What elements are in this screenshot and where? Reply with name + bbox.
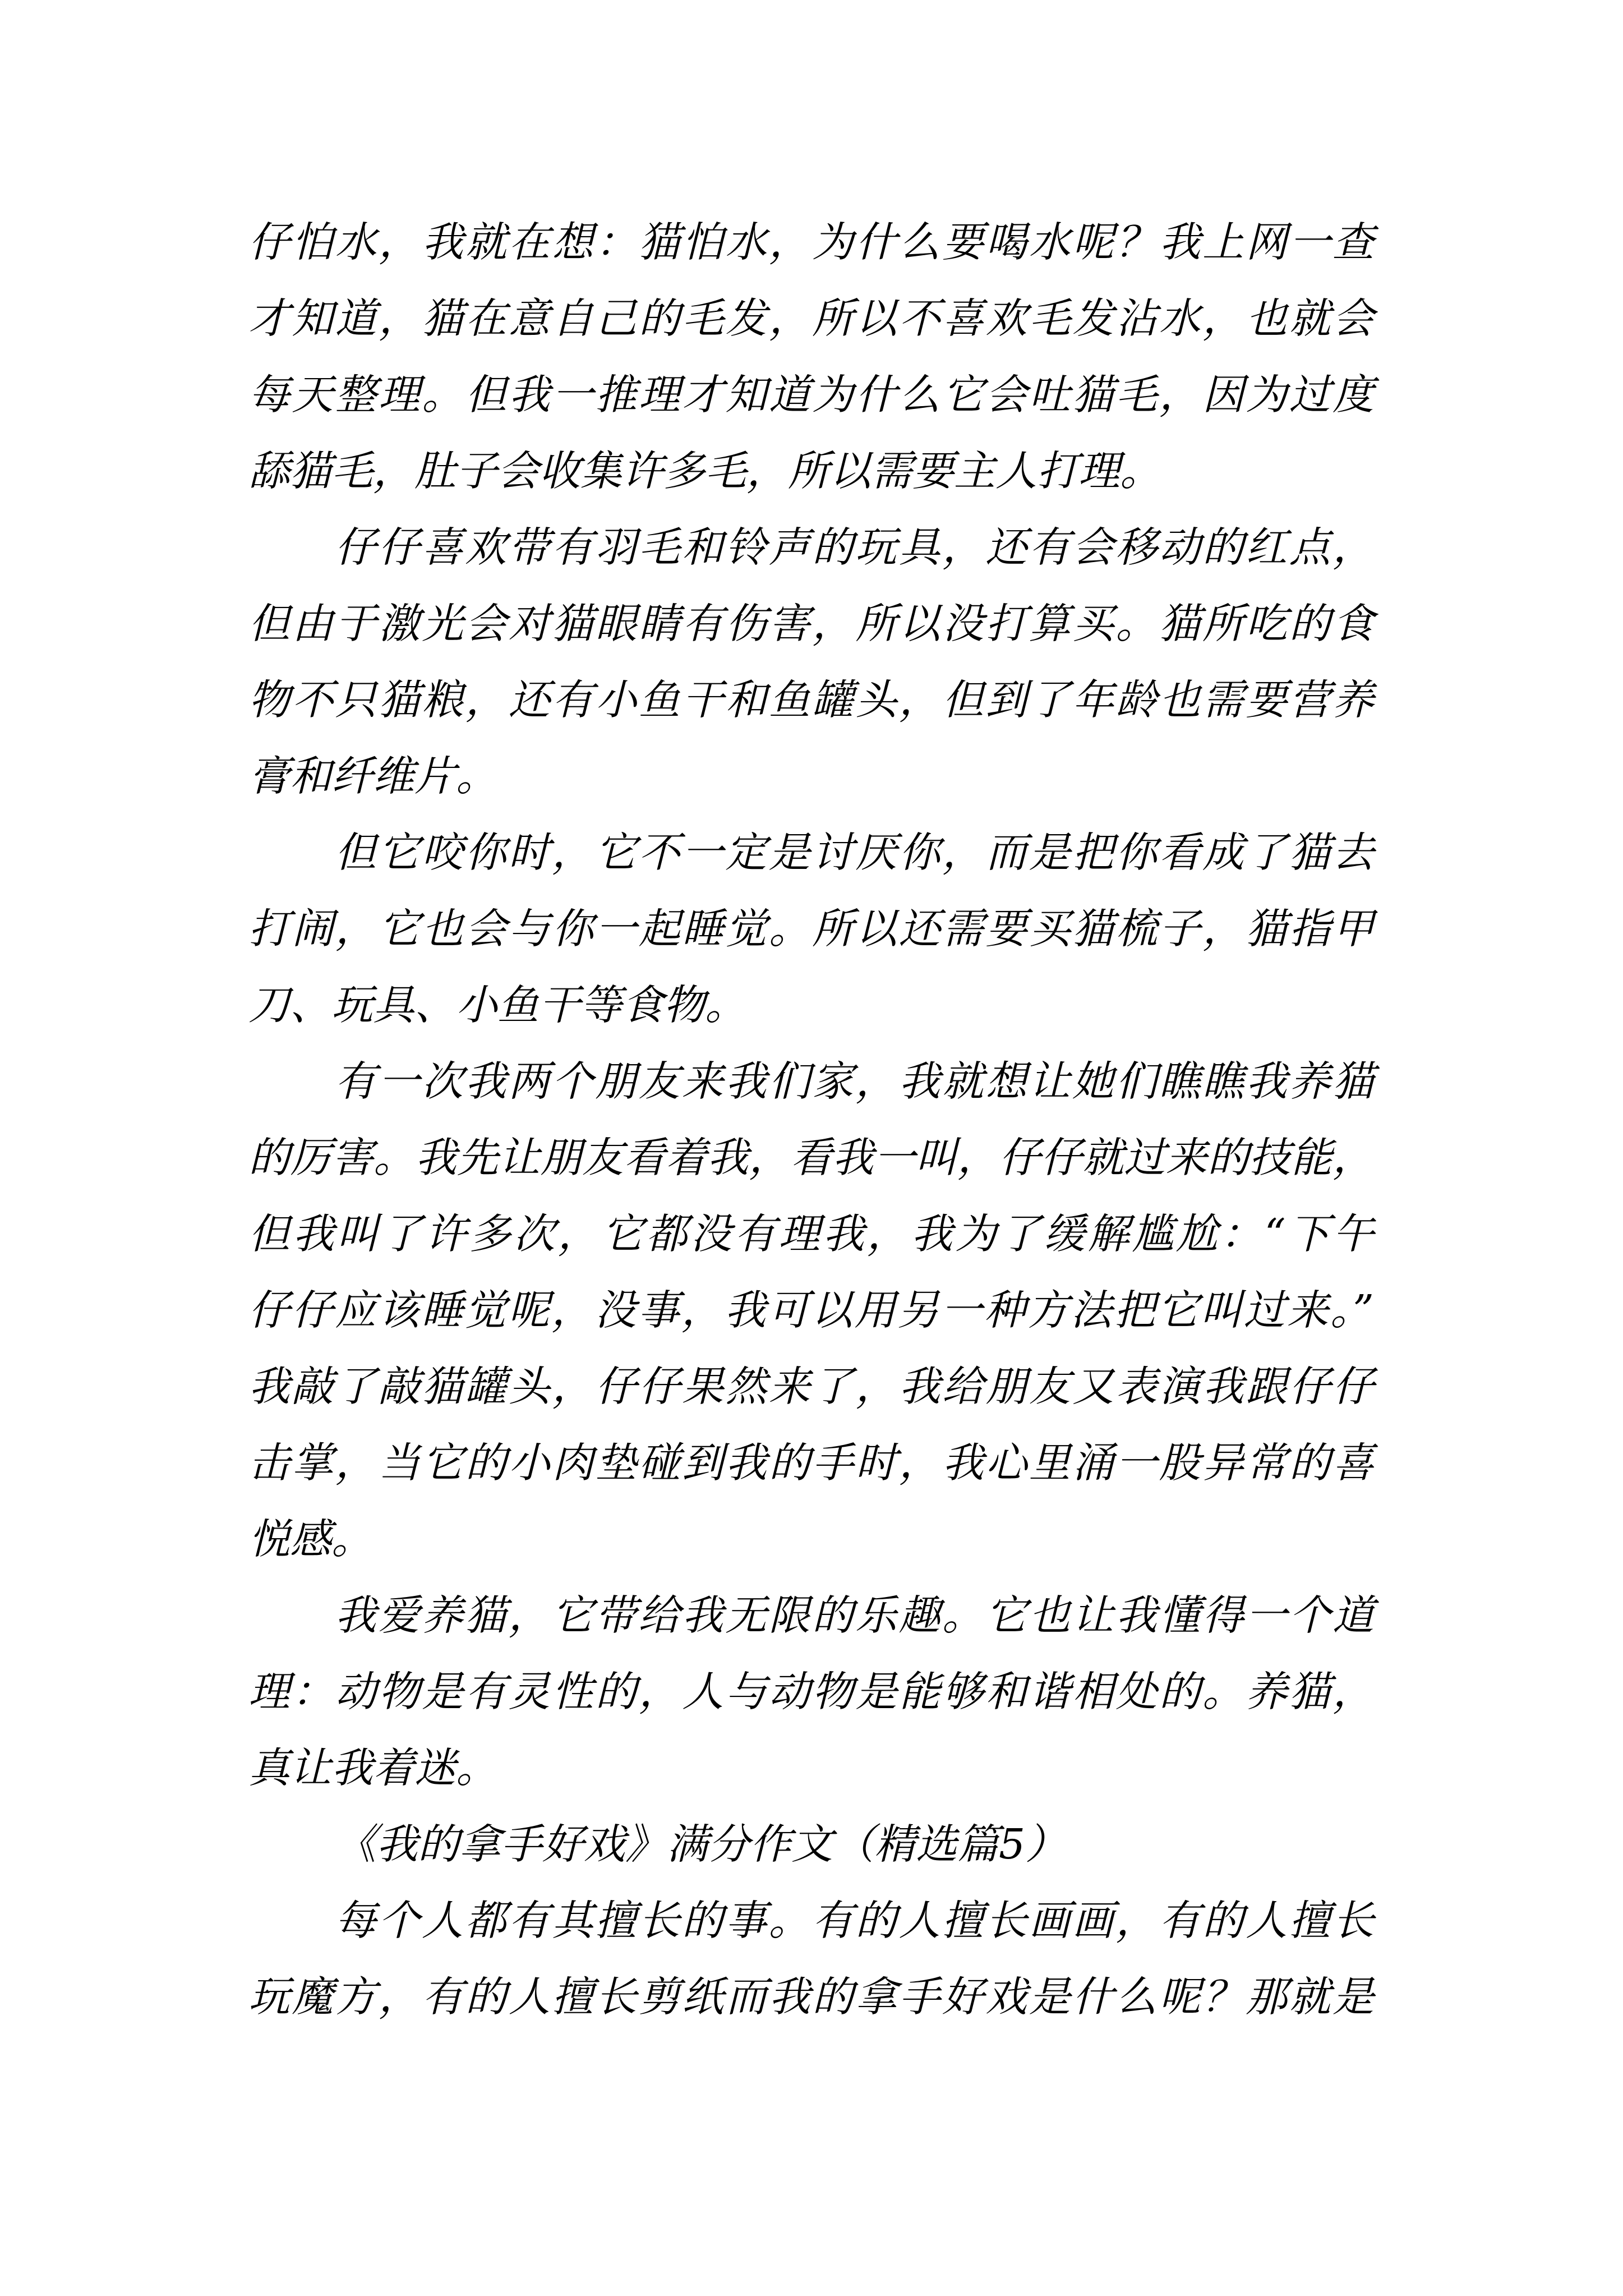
text-line: 理：动物是有灵性的，人与动物是能够和谐相处的。养猫，: [248, 1668, 1374, 1716]
text-line: 玩魔方，有的人擅长剪纸而我的拿手好戏是什么呢？那就是: [248, 1973, 1374, 2021]
text-line: 击掌，当它的小肉垫碰到我的手时，我心里涌一股异常的喜: [248, 1439, 1374, 1487]
paragraph: [248, 815, 1374, 1043]
paragraph: [248, 1043, 1374, 1577]
text-line: 但我叫了许多次，它都没有理我，我为了缓解尴尬：“下午: [248, 1210, 1374, 1258]
text-line: 物不只猫粮，还有小鱼干和鱼罐头，但到了年龄也需要营养: [248, 676, 1374, 724]
text-line: 悦感。: [248, 1515, 373, 1563]
text-line: 但由于激光会对猫眼睛有伤害，所以没打算买。猫所吃的食: [248, 600, 1374, 648]
text-line: 但它咬你时，它不一定是讨厌你，而是把你看成了猫去: [335, 829, 1374, 877]
paragraph-section-heading: [248, 1806, 1374, 1883]
text-line: 每天整理。但我一推理才知道为什么它会吐猫毛，因为过度: [248, 371, 1374, 419]
text-line: 舔猫毛，肚子会收集许多毛，所以需要主人打理。: [248, 447, 1161, 495]
text-line: 我爱养猫，它带给我无限的乐趣。它也让我懂得一个道: [335, 1591, 1374, 1640]
paragraph: [248, 1577, 1374, 1806]
paragraph: [248, 204, 1374, 509]
text-line: 打闹，它也会与你一起睡觉。所以还需要买猫梳子，猫指甲: [248, 905, 1374, 953]
text-line: 膏和纤维片。: [248, 752, 497, 800]
essay-text-block: [248, 204, 1374, 2035]
text-line: 才知道，猫在意自己的毛发，所以不喜欢毛发沾水，也就会: [248, 295, 1374, 343]
paragraph: [248, 509, 1374, 815]
text-line: 《我的拿手好戏》满分作文（精选篇5）: [335, 1820, 1067, 1869]
text-line: 仔仔应该睡觉呢，没事，我可以用另一种方法把它叫过来。”: [248, 1286, 1374, 1335]
text-line: 我敲了敲猫罐头，仔仔果然来了，我给朋友又表演我跟仔仔: [248, 1363, 1374, 1411]
text-line: 刀、玩具、小鱼干等食物。: [248, 981, 746, 1029]
text-line: 的厉害。我先让朋友看着我，看我一叫，仔仔就过来的技能，: [248, 1134, 1374, 1182]
paragraph: [248, 1883, 1374, 2035]
text-line: 有一次我两个朋友来我们家，我就想让她们瞧瞧我养猫: [335, 1057, 1374, 1106]
text-line: 真让我着迷。: [248, 1744, 497, 1792]
text-line: 仔仔喜欢带有羽毛和铃声的玩具，还有会移动的红点，: [335, 523, 1374, 572]
text-line: 仔怕水，我就在想：猫怕水，为什么要喝水呢？我上网一查: [248, 218, 1374, 266]
text-line: 每个人都有其擅长的事。有的人擅长画画，有的人擅长: [335, 1897, 1374, 1945]
